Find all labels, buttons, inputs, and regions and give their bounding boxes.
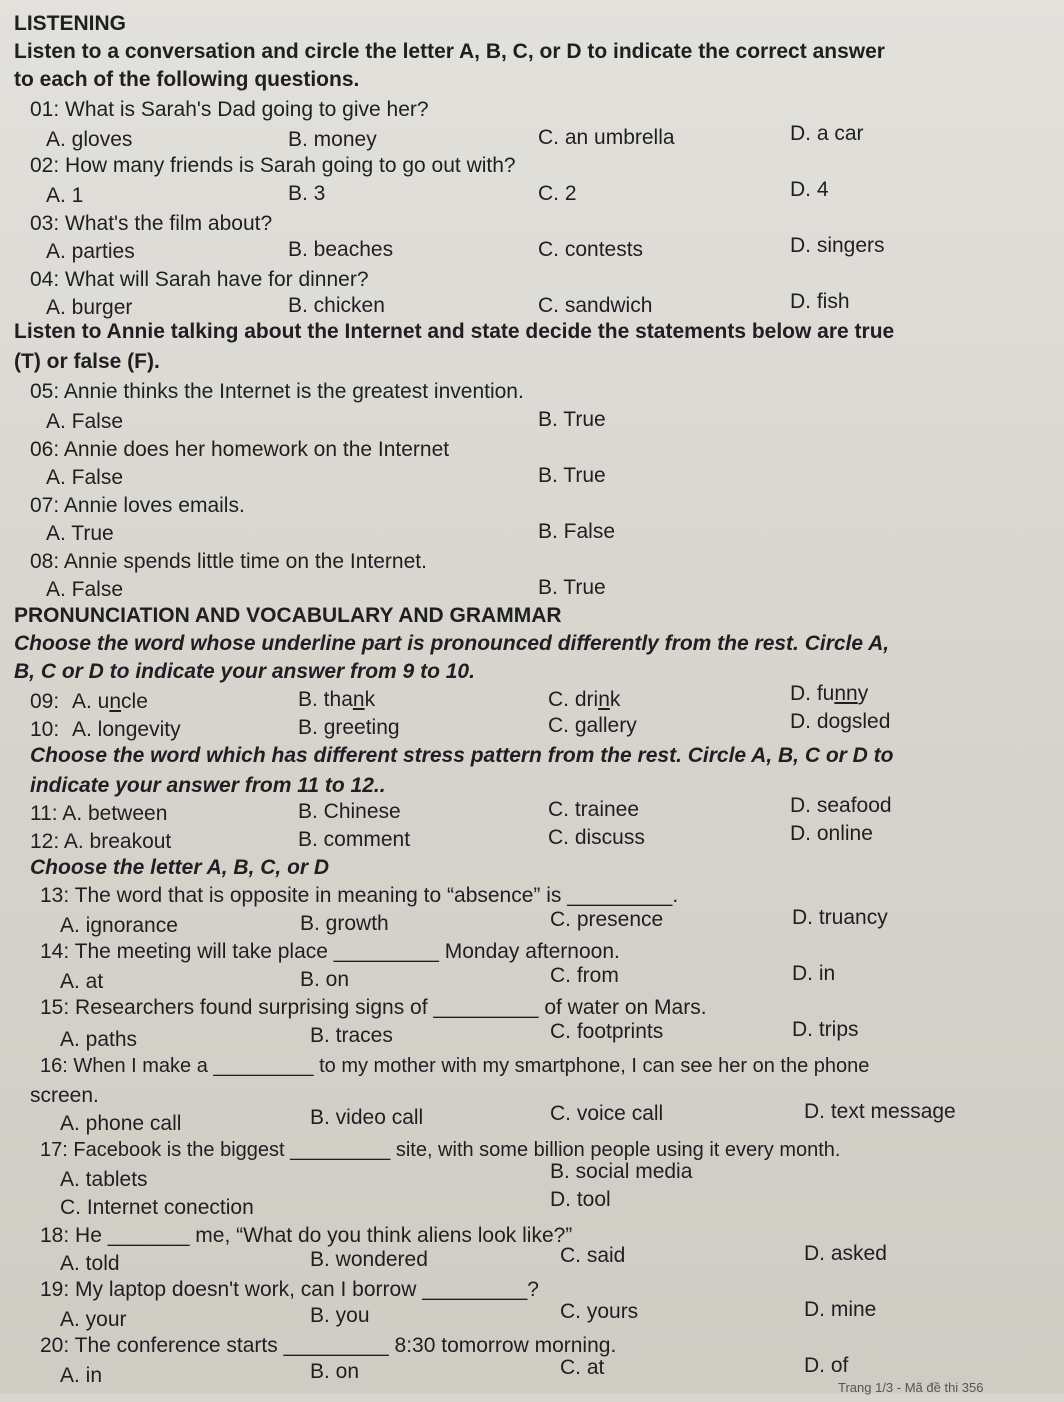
tf-instruction: Listen to Annie talking about the Internet and state decide the statements below are true [14, 320, 895, 343]
q01-option-a[interactable]: A. gloves [46, 128, 133, 151]
q10-b-pre: B. [298, 716, 324, 739]
q20-option-d[interactable]: D. of [804, 1354, 849, 1377]
question-14: 14: The meeting will take place _________ Monday afternoon. [40, 940, 620, 963]
question-11[interactable]: 11: A. between [30, 802, 168, 825]
q10-c-underline: g [574, 714, 587, 737]
q04-option-a[interactable]: A. burger [46, 296, 133, 319]
q19-option-a[interactable]: A. your [60, 1308, 127, 1331]
q14-option-c[interactable]: C. from [550, 964, 619, 987]
question-06: 06: Annie does her homework on the Internet [30, 438, 450, 461]
q07-option-b[interactable]: B. False [538, 520, 616, 543]
q16-option-a[interactable]: A. phone call [60, 1112, 182, 1135]
q12-option-d[interactable]: D. online [790, 822, 873, 845]
q10-option-c[interactable] [548, 712, 637, 740]
q09-a-post: cle [121, 690, 148, 713]
q01-option-b[interactable]: B. money [288, 128, 377, 151]
section-title-pvg: PRONUNCIATION AND VOCABULARY AND GRAMMAR [14, 604, 562, 627]
q10-a-underline: g [125, 718, 138, 741]
q15-option-b[interactable]: B. traces [310, 1024, 393, 1047]
q11-option-b[interactable]: B. Chinese [298, 800, 401, 823]
q11-option-c[interactable]: C. trainee [548, 798, 640, 821]
question-19: 19: My laptop doesn't work, can I borrow _________? [40, 1278, 539, 1301]
q13-option-a[interactable]: A. ignorance [60, 914, 178, 937]
q15-option-a[interactable]: A. paths [60, 1028, 138, 1051]
q20-option-a[interactable]: A. in [60, 1364, 103, 1387]
question-20: 20: The conference starts _________ 8:30 tomorrow morning. [40, 1334, 617, 1357]
q13-option-d[interactable]: D. truancy [792, 906, 888, 929]
q17-option-a[interactable]: A. tablets [60, 1168, 148, 1191]
q13-option-b[interactable]: B. growth [300, 912, 389, 935]
q05-option-a[interactable]: A. False [46, 410, 124, 433]
q10-option-a[interactable] [72, 716, 181, 744]
question-08: 08: Annie spends little time on the Internet. [30, 550, 427, 573]
q19-option-b[interactable]: B. you [310, 1304, 370, 1327]
q09-c-pre: C. dri [548, 688, 599, 711]
q09-option-c[interactable] [548, 686, 620, 714]
q03-option-b[interactable]: B. beaches [288, 238, 394, 261]
q20-option-b[interactable]: B. on [310, 1360, 360, 1383]
pronunciation-instruction-cont: B, C or D to indicate your answer from 9 to 10. [14, 660, 475, 683]
question-10-number: 10: [30, 718, 60, 741]
q01-option-d[interactable]: D. a car [790, 122, 864, 145]
q04-option-d[interactable]: D. fish [790, 290, 850, 313]
q17-option-b[interactable]: B. social media [550, 1160, 693, 1183]
q13-option-c[interactable]: C. presence [550, 908, 664, 931]
q09-b-underline: n [352, 688, 365, 711]
question-17: 17: Facebook is the biggest _________ site, with some billion people using it every month. [40, 1139, 841, 1161]
q05-option-b[interactable]: B. True [538, 408, 606, 431]
question-15: 15: Researchers found surprising signs of _________ of water on Mars. [40, 996, 707, 1019]
question-16-cont: screen. [30, 1084, 99, 1107]
question-04: 04: What will Sarah have for dinner? [30, 268, 369, 291]
question-13: 13: The word that is opposite in meaning to “absence” is _________. [40, 884, 679, 907]
pronunciation-instruction: Choose the word whose underline part is pronounced differently from the rest. Circle A, [14, 632, 890, 655]
q03-option-d[interactable]: D. singers [790, 234, 885, 257]
q04-option-b[interactable]: B. chicken [288, 294, 385, 317]
q11-option-d[interactable]: D. seafood [790, 794, 892, 817]
q10-option-b[interactable] [298, 714, 400, 742]
q19-option-d[interactable]: D. mine [804, 1298, 877, 1321]
q09-option-d[interactable] [790, 680, 868, 708]
q17-option-d[interactable]: D. tool [550, 1188, 611, 1211]
question-18: 18: He _______ me, “What do you think aliens look like?” [40, 1224, 573, 1247]
q16-option-d[interactable]: D. text message [804, 1100, 956, 1123]
page-footer: Trang 1/3 - Mã đề thi 356 [838, 1380, 984, 1395]
stress-instruction-cont: indicate your answer from 11 to 12.. [30, 774, 386, 797]
tf-instruction-cont: (T) or false (F). [14, 350, 160, 373]
q09-c-post: k [609, 688, 621, 711]
q16-option-b[interactable]: B. video call [310, 1106, 424, 1129]
q09-a-underline: n [109, 690, 122, 713]
q09-d-pre: D. fu [790, 682, 835, 705]
letter-instruction: Choose the letter A, B, C, or D [30, 856, 330, 879]
q08-option-b[interactable]: B. True [538, 576, 606, 599]
q12-option-b[interactable]: B. comment [298, 828, 411, 851]
q09-b-post: k [364, 688, 376, 711]
question-05: 05: Annie thinks the Internet is the greatest invention. [30, 380, 524, 403]
question-12[interactable]: 12: A. breakout [30, 830, 172, 853]
question-09-number: 09: [30, 690, 60, 713]
q10-a-post: evity [137, 718, 181, 741]
q12-option-c[interactable]: C. discuss [548, 826, 645, 849]
section-title-listening: LISTENING [14, 12, 127, 35]
q07-option-a[interactable]: A. True [46, 522, 114, 545]
q18-option-a[interactable]: A. told [60, 1252, 120, 1275]
q10-a-pre: A. lon [72, 718, 126, 741]
q10-c-pre: C. [548, 714, 575, 737]
q09-a-pre: A. u [72, 690, 110, 713]
q02-option-d[interactable]: D. 4 [790, 178, 829, 201]
q09-c-underline: n [598, 688, 610, 711]
q04-option-c[interactable]: C. sandwich [538, 294, 653, 317]
question-01: 01: What is Sarah's Dad going to give her? [30, 98, 429, 121]
question-07: 07: Annie loves emails. [30, 494, 245, 517]
q06-option-b[interactable]: B. True [538, 464, 606, 487]
q06-option-a[interactable]: A. False [46, 466, 124, 489]
q09-option-a[interactable] [72, 688, 148, 716]
q02-option-c[interactable]: C. 2 [538, 182, 577, 205]
q10-option-d[interactable]: D. dogsled [790, 710, 891, 733]
q09-b-pre: B. tha [298, 688, 353, 711]
q03-option-a[interactable]: A. parties [46, 240, 135, 263]
q14-option-d[interactable]: D. in [792, 962, 836, 985]
listening-instruction-cont: to each of the following questions. [14, 68, 360, 91]
q20-option-c[interactable]: C. at [560, 1356, 605, 1379]
q15-option-c[interactable]: C. footprints [550, 1020, 664, 1043]
q09-d-underline: nn [834, 682, 858, 705]
question-02: 02: How many friends is Sarah going to go out with? [30, 154, 516, 177]
q10-c-post: allery [586, 714, 637, 737]
q18-option-b[interactable]: B. wondered [310, 1248, 428, 1271]
q18-option-c[interactable]: C. said [560, 1244, 626, 1267]
q14-option-b[interactable]: B. on [300, 968, 350, 991]
q10-b-post: reeting [335, 716, 400, 739]
question-03: 03: What's the film about? [30, 212, 273, 235]
q16-option-c[interactable]: C. voice call [550, 1102, 664, 1125]
q02-option-a[interactable]: A. 1 [46, 184, 84, 207]
q17-option-c[interactable]: C. Internet conection [60, 1196, 254, 1219]
q02-option-b[interactable]: B. 3 [288, 182, 326, 205]
q08-option-a[interactable]: A. False [46, 578, 124, 601]
q03-option-c[interactable]: C. contests [538, 238, 644, 261]
q01-option-c[interactable]: C. an umbrella [538, 126, 675, 149]
q09-d-post: y [857, 682, 869, 705]
question-16: 16: When I make a _________ to my mother with my smartphone, I can see her on the phone [40, 1055, 870, 1077]
q09-option-b[interactable] [298, 686, 375, 714]
q14-option-a[interactable]: A. at [60, 970, 104, 993]
q18-option-d[interactable]: D. asked [804, 1242, 887, 1265]
listening-instruction: Listen to a conversation and circle the letter A, B, C, or D to indicate the correct answer [14, 40, 885, 63]
q10-b-underline: g [323, 716, 336, 739]
stress-instruction: Choose the word which has different stress pattern from the rest. Circle A, B, C or D to [30, 744, 894, 767]
q15-option-d[interactable]: D. trips [792, 1018, 859, 1041]
q19-option-c[interactable]: C. yours [560, 1300, 639, 1323]
